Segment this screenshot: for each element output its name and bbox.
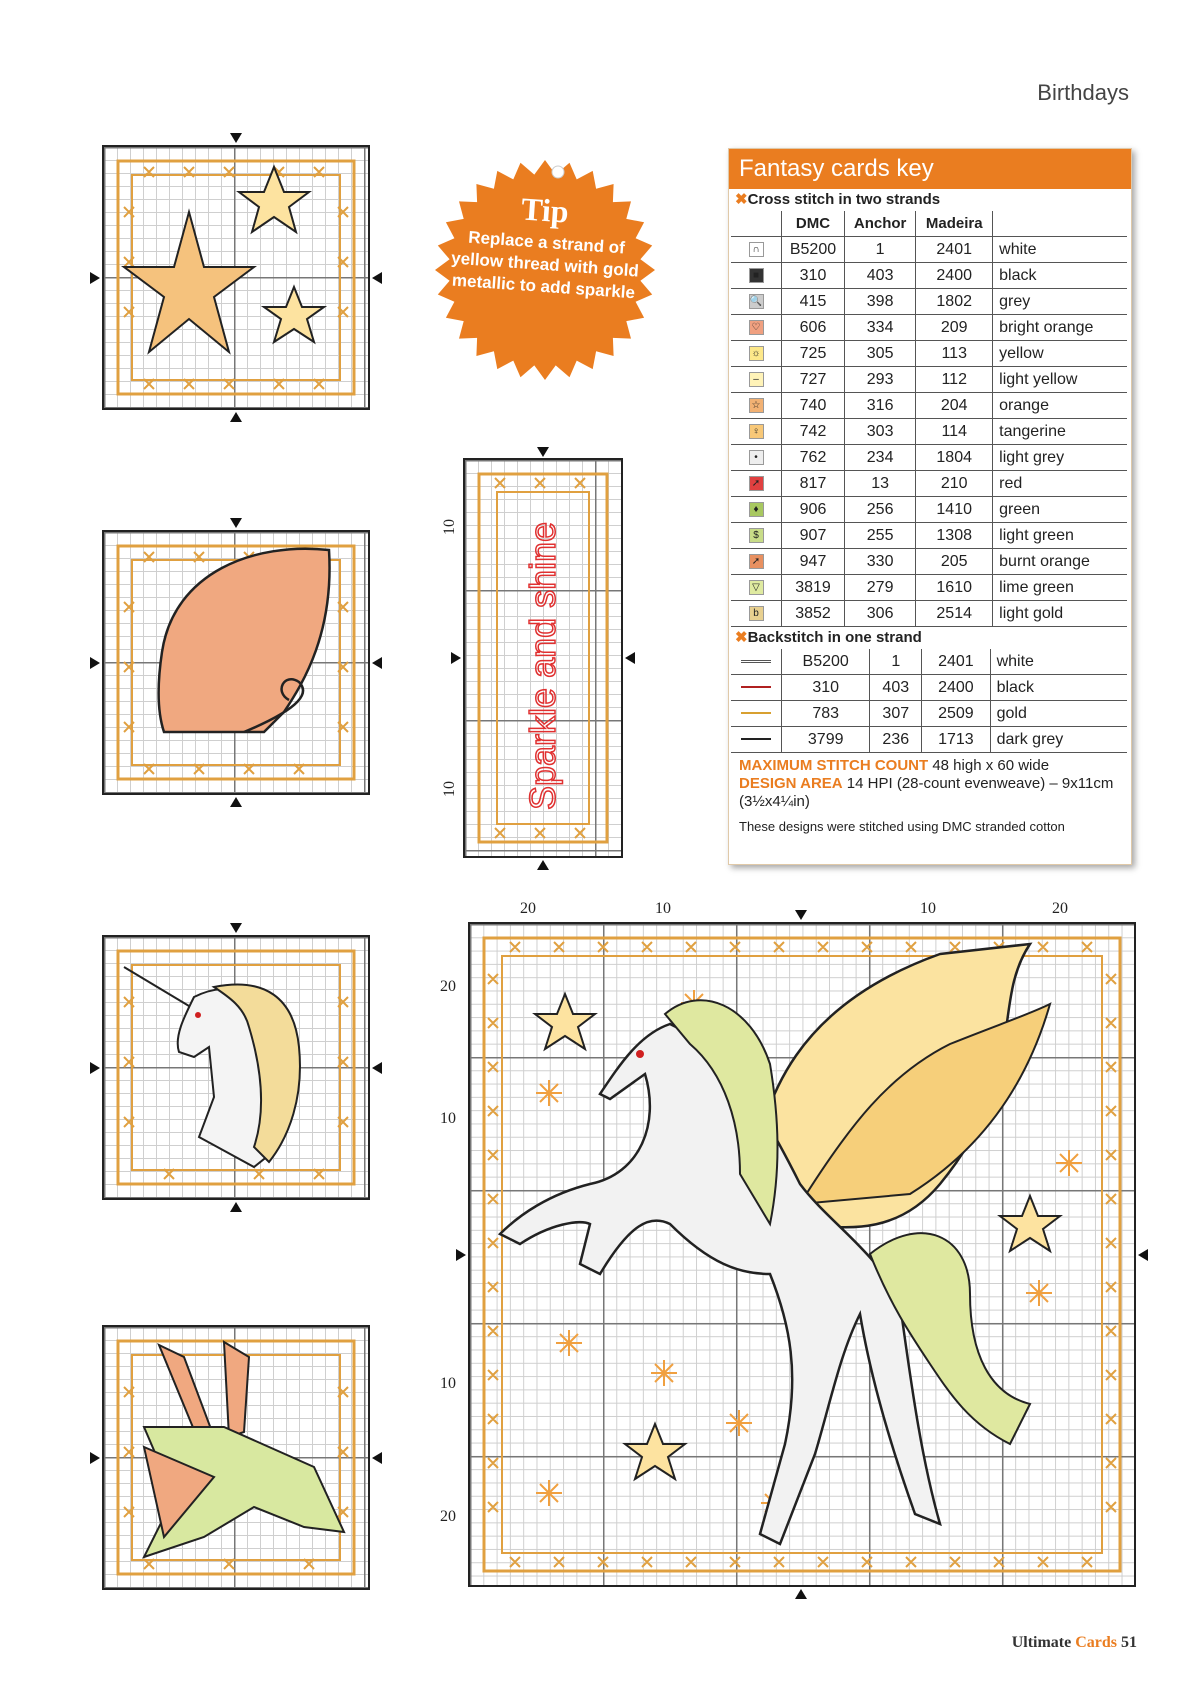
thread-swatch: ▽ — [749, 580, 764, 595]
color-name-cell: white — [990, 649, 1127, 675]
color-name-cell: orange — [993, 393, 1127, 419]
pegasus-axis-left-top-10: 10 — [440, 1110, 456, 1127]
color-name-cell: light grey — [993, 445, 1127, 471]
page-number: 51 — [1121, 1634, 1137, 1651]
backstitch-table — [731, 649, 1127, 753]
stitch-count — [729, 753, 1131, 815]
thread-swatch: • — [749, 450, 764, 465]
tip-badge — [430, 152, 660, 382]
pegasus-axis-left-top-20: 20 — [440, 978, 456, 995]
madeira-cell: 210 — [916, 471, 993, 497]
swatch-cell — [731, 289, 782, 315]
cross-row — [731, 497, 1127, 523]
anchor-cell: 256 — [844, 497, 915, 523]
cross-row — [731, 575, 1127, 601]
madeira-cell: 1713 — [922, 727, 990, 753]
color-name-cell: dark grey — [990, 727, 1127, 753]
bookmark-chart — [463, 458, 623, 858]
anchor-cell: 403 — [870, 675, 922, 701]
cross-stitch-heading: ✖Cross stitch in two strands — [735, 191, 941, 208]
design-area-label: DESIGN AREA — [739, 775, 843, 792]
tip-title: Tip — [520, 190, 570, 230]
swatch-cell — [731, 445, 782, 471]
anchor-cell: 307 — [870, 701, 922, 727]
backstitch-row — [731, 675, 1127, 701]
anchor-cell: 398 — [844, 289, 915, 315]
color-name-cell: white — [993, 237, 1127, 263]
thread-swatch: ♀ — [749, 424, 764, 439]
madeira-cell: 2400 — [916, 263, 993, 289]
anchor-cell: 305 — [844, 341, 915, 367]
swatch-cell — [731, 523, 782, 549]
backstitch-line — [741, 712, 771, 714]
anchor-cell: 330 — [844, 549, 915, 575]
color-name-cell: lime green — [993, 575, 1127, 601]
stars-chart — [102, 145, 370, 410]
dmc-cell: 947 — [782, 549, 845, 575]
madeira-cell: 1804 — [916, 445, 993, 471]
backstitch-line — [741, 660, 771, 663]
cross-row — [731, 549, 1127, 575]
thread-swatch: ♦ — [749, 502, 764, 517]
color-name-cell: black — [993, 263, 1127, 289]
wing-chart — [102, 530, 370, 795]
dmc-cell: 415 — [782, 289, 845, 315]
cross-row — [731, 289, 1127, 315]
anchor-cell: 293 — [844, 367, 915, 393]
color-name-cell: burnt orange — [993, 549, 1127, 575]
pegasus-axis-top-left-20: 20 — [520, 900, 536, 917]
thread-swatch: ☆ — [749, 398, 764, 413]
madeira-cell: 2514 — [916, 601, 993, 627]
madeira-cell: 205 — [916, 549, 993, 575]
dmc-cell: 907 — [782, 523, 845, 549]
madeira-cell: 204 — [916, 393, 993, 419]
backstitch-heading: ✖Backstitch in one strand — [735, 629, 922, 646]
anchor-cell: 334 — [844, 315, 915, 341]
madeira-cell: 1610 — [916, 575, 993, 601]
pegasus-axis-left-bottom-20: 20 — [440, 1508, 456, 1525]
thread-swatch: 🔍 — [749, 295, 763, 307]
color-name-cell: gold — [990, 701, 1127, 727]
dmc-cell: 725 — [782, 341, 845, 367]
swatch-cell — [731, 341, 782, 367]
color-name-cell: green — [993, 497, 1127, 523]
madeira-cell: 2400 — [922, 675, 990, 701]
design-area-value: 14 HPI (28-count evenweave) – 9x11cm (3½x4¼in) — [739, 775, 1114, 810]
dmc-cell: 3799 — [782, 727, 870, 753]
bookmark-chart-art — [465, 460, 621, 856]
thread-swatch: ∩ — [749, 242, 764, 257]
key-header-symbol — [731, 211, 782, 237]
pegasus-chart — [468, 922, 1136, 1587]
madeira-cell: 1308 — [916, 523, 993, 549]
unicorn-chart-art — [104, 937, 368, 1198]
bookmark-axis-bottom: 10 — [441, 781, 458, 797]
color-name-cell: light green — [993, 523, 1127, 549]
swatch-cell — [731, 471, 782, 497]
bookmark-text: Sparkle and shine — [522, 521, 563, 810]
cross-row — [731, 601, 1127, 627]
wing-chart-art — [104, 532, 368, 793]
cross-row — [731, 237, 1127, 263]
anchor-cell: 306 — [844, 601, 915, 627]
swatch-cell — [731, 601, 782, 627]
backstitch-heading-text: Backstitch in one strand — [747, 629, 922, 646]
key-header-dmc: DMC — [782, 211, 845, 237]
color-name-cell: light yellow — [993, 367, 1127, 393]
key-header-row — [731, 211, 1127, 237]
color-name-cell: tangerine — [993, 419, 1127, 445]
swatch-cell — [731, 419, 782, 445]
cross-stitch-table — [731, 211, 1127, 627]
key-note: These designs were stitched using DMC stranded cotton — [739, 819, 1065, 834]
dmc-cell: 310 — [782, 675, 870, 701]
dmc-cell: 3852 — [782, 601, 845, 627]
dmc-cell: 906 — [782, 497, 845, 523]
madeira-cell: 1410 — [916, 497, 993, 523]
thread-key-panel — [728, 148, 1132, 865]
thread-swatch: b — [749, 606, 764, 621]
key-header-madeira: Madeira — [916, 211, 993, 237]
cross-row — [731, 523, 1127, 549]
dragon-chart — [102, 1325, 370, 1590]
pegasus-axis-top-right-20: 20 — [1052, 900, 1068, 917]
footer-brand-b: Cards — [1075, 1634, 1117, 1651]
swatch-cell — [731, 315, 782, 341]
pegasus-axis-top-right-10: 10 — [920, 900, 936, 917]
color-name-cell: bright orange — [993, 315, 1127, 341]
madeira-cell: 2509 — [922, 701, 990, 727]
dmc-cell: 783 — [782, 701, 870, 727]
dmc-cell: 606 — [782, 315, 845, 341]
unicorn-chart — [102, 935, 370, 1200]
line-cell — [731, 675, 782, 701]
anchor-cell: 255 — [844, 523, 915, 549]
color-name-cell: yellow — [993, 341, 1127, 367]
swatch-cell — [731, 497, 782, 523]
pegasus-axis-left-bottom-10: 10 — [440, 1375, 456, 1392]
cross-row — [731, 315, 1127, 341]
madeira-cell: 2401 — [916, 237, 993, 263]
backstitch-line — [741, 738, 771, 740]
cross-row — [731, 471, 1127, 497]
key-header-anchor: Anchor — [844, 211, 915, 237]
key-title: Fantasy cards key — [729, 149, 1131, 189]
backstitch-row — [731, 701, 1127, 727]
thread-swatch: $ — [749, 528, 764, 543]
bookmark-axis-top: 10 — [441, 519, 458, 535]
cross-row — [731, 419, 1127, 445]
backstitch-line — [741, 686, 771, 688]
cross-row — [731, 393, 1127, 419]
color-name-cell: light gold — [993, 601, 1127, 627]
thread-swatch: ■ — [749, 268, 764, 283]
thread-swatch: ➚ — [749, 476, 764, 491]
madeira-cell: 114 — [916, 419, 993, 445]
anchor-cell: 303 — [844, 419, 915, 445]
anchor-cell: 1 — [844, 237, 915, 263]
thread-swatch: – — [749, 372, 764, 387]
line-cell — [731, 701, 782, 727]
madeira-cell: 209 — [916, 315, 993, 341]
swatch-cell — [731, 367, 782, 393]
cross-row — [731, 341, 1127, 367]
pegasus-axis-top-left-10: 10 — [655, 900, 671, 917]
cross-row — [731, 445, 1127, 471]
swatch-cell — [731, 549, 782, 575]
dmc-cell: 817 — [782, 471, 845, 497]
dmc-cell: B5200 — [782, 237, 845, 263]
dragon-chart-art — [104, 1327, 368, 1588]
cross-row — [731, 263, 1127, 289]
stitch-count-label: MAXIMUM STITCH COUNT — [739, 757, 929, 774]
madeira-cell: 112 — [916, 367, 993, 393]
dmc-cell: B5200 — [782, 649, 870, 675]
stars-chart-art — [104, 147, 368, 408]
backstitch-row — [731, 649, 1127, 675]
tip-text: Replace a strand of yellow thread with gold metallic to add sparkle — [450, 227, 640, 303]
backstitch-row — [731, 727, 1127, 753]
thread-swatch: ♡ — [749, 320, 764, 335]
thread-swatch: ➚ — [749, 554, 764, 569]
anchor-cell: 403 — [844, 263, 915, 289]
anchor-cell: 316 — [844, 393, 915, 419]
swatch-cell — [731, 393, 782, 419]
anchor-cell: 13 — [844, 471, 915, 497]
cross-stitch-heading-text: Cross stitch in two strands — [747, 191, 941, 208]
swatch-cell — [731, 263, 782, 289]
key-header-name — [993, 211, 1127, 237]
dmc-cell: 727 — [782, 367, 845, 393]
line-cell — [731, 649, 782, 675]
swatch-cell — [731, 237, 782, 263]
pegasus-chart-art — [470, 924, 1134, 1585]
anchor-cell: 279 — [844, 575, 915, 601]
color-name-cell: black — [990, 675, 1127, 701]
dmc-cell: 3819 — [782, 575, 845, 601]
anchor-cell: 1 — [870, 649, 922, 675]
footer-brand-a: Ultimate — [1011, 1634, 1076, 1651]
dmc-cell: 742 — [782, 419, 845, 445]
anchor-cell: 236 — [870, 727, 922, 753]
swatch-cell — [731, 575, 782, 601]
madeira-cell: 113 — [916, 341, 993, 367]
section-title: Birthdays — [1037, 80, 1129, 105]
color-name-cell: grey — [993, 289, 1127, 315]
madeira-cell: 1802 — [916, 289, 993, 315]
dmc-cell: 310 — [782, 263, 845, 289]
madeira-cell: 2401 — [922, 649, 990, 675]
thread-swatch: ☼ — [749, 346, 764, 361]
dmc-cell: 740 — [782, 393, 845, 419]
anchor-cell: 234 — [844, 445, 915, 471]
page-footer — [1012, 1634, 1137, 1652]
color-name-cell: red — [993, 471, 1127, 497]
dmc-cell: 762 — [782, 445, 845, 471]
stitch-count-value: 48 high x 60 wide — [932, 757, 1050, 774]
line-cell — [731, 727, 782, 753]
cross-row — [731, 367, 1127, 393]
